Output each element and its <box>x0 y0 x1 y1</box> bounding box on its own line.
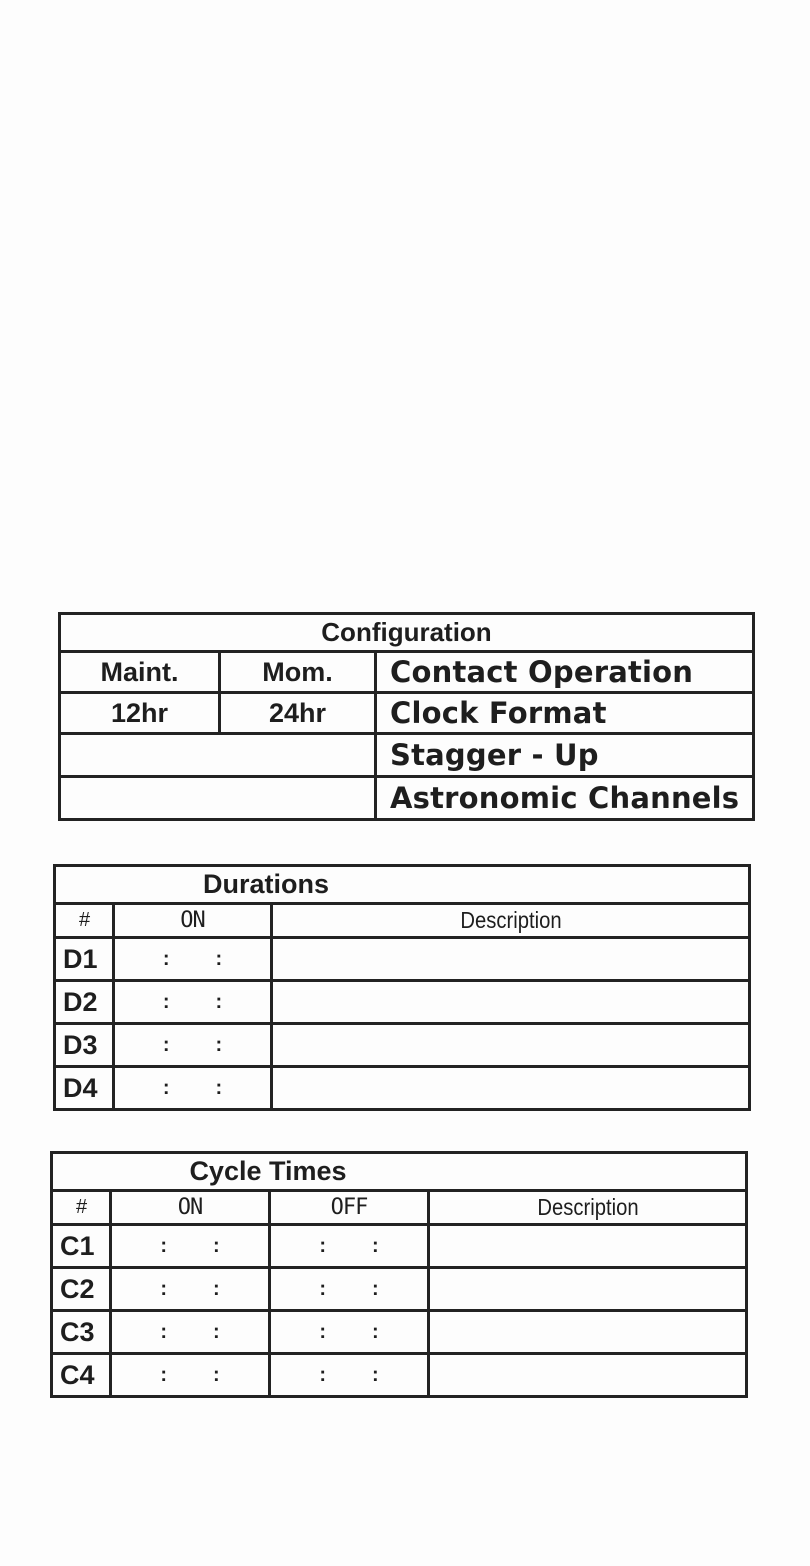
durations-header-description: Description <box>300 904 721 938</box>
contact-operation-label: Contact Operation <box>376 652 754 693</box>
cycle-description-field[interactable] <box>429 1311 747 1354</box>
duration-on-time-field[interactable]: : : <box>114 1024 272 1067</box>
table-row <box>55 1067 750 1110</box>
cycle-id: C3 <box>52 1311 111 1354</box>
contact-operation-option-maint[interactable]: Maint. <box>60 652 220 693</box>
table-row <box>52 1354 747 1397</box>
cycles-header-off: OFF <box>270 1191 429 1225</box>
duration-description-field[interactable] <box>272 1024 750 1067</box>
durations-header-on: ON <box>114 904 272 938</box>
cycle-off-time-field[interactable]: : : <box>270 1354 429 1397</box>
duration-description-field[interactable] <box>272 981 750 1024</box>
cycles-header-number: # <box>52 1191 111 1225</box>
durations-header-number: # <box>55 904 114 938</box>
table-row <box>52 1311 747 1354</box>
cycles-header-description: Description <box>448 1191 728 1225</box>
cycle-off-time-field[interactable]: : : <box>270 1268 429 1311</box>
cycle-on-time-field[interactable]: : : <box>111 1311 270 1354</box>
cycle-times-table <box>50 1151 748 1398</box>
table-row <box>52 1225 747 1268</box>
stagger-up-field[interactable] <box>60 734 376 777</box>
cycle-off-time-field[interactable]: : : <box>270 1311 429 1354</box>
duration-id: D2 <box>55 981 114 1024</box>
astronomic-channels-label: Astronomic Channels <box>376 777 754 820</box>
cycle-on-time-field[interactable]: : : <box>111 1225 270 1268</box>
clock-format-option-24hr[interactable]: 24hr <box>220 693 376 734</box>
astronomic-channels-field[interactable] <box>60 777 376 820</box>
configuration-table <box>58 612 755 821</box>
clock-format-label: Clock Format <box>376 693 754 734</box>
table-row <box>55 1024 750 1067</box>
duration-description-field[interactable] <box>272 938 750 981</box>
duration-description-field[interactable] <box>272 1067 750 1110</box>
cycle-description-field[interactable] <box>429 1354 747 1397</box>
duration-on-time-field[interactable]: : : <box>114 938 272 981</box>
stagger-up-label: Stagger - Up <box>376 734 754 777</box>
cycle-id: C1 <box>52 1225 111 1268</box>
cycle-description-field[interactable] <box>429 1225 747 1268</box>
cycle-on-time-field[interactable]: : : <box>111 1268 270 1311</box>
cycle-id: C4 <box>52 1354 111 1397</box>
cycles-header-on: ON <box>111 1191 270 1225</box>
duration-on-time-field[interactable]: : : <box>114 981 272 1024</box>
duration-id: D3 <box>55 1024 114 1067</box>
cycle-times-title: Cycle Times <box>52 1153 747 1191</box>
clock-format-option-12hr[interactable]: 12hr <box>60 693 220 734</box>
durations-title: Durations <box>55 866 750 904</box>
contact-operation-option-mom[interactable]: Mom. <box>220 652 376 693</box>
table-row <box>55 938 750 981</box>
duration-on-time-field[interactable]: : : <box>114 1067 272 1110</box>
cycle-description-field[interactable] <box>429 1268 747 1311</box>
cycle-id: C2 <box>52 1268 111 1311</box>
duration-id: D4 <box>55 1067 114 1110</box>
duration-id: D1 <box>55 938 114 981</box>
configuration-title: Configuration <box>60 614 754 652</box>
cycle-off-time-field[interactable]: : : <box>270 1225 429 1268</box>
durations-table <box>53 864 751 1111</box>
cycle-on-time-field[interactable]: : : <box>111 1354 270 1397</box>
table-row <box>52 1268 747 1311</box>
table-row <box>55 981 750 1024</box>
